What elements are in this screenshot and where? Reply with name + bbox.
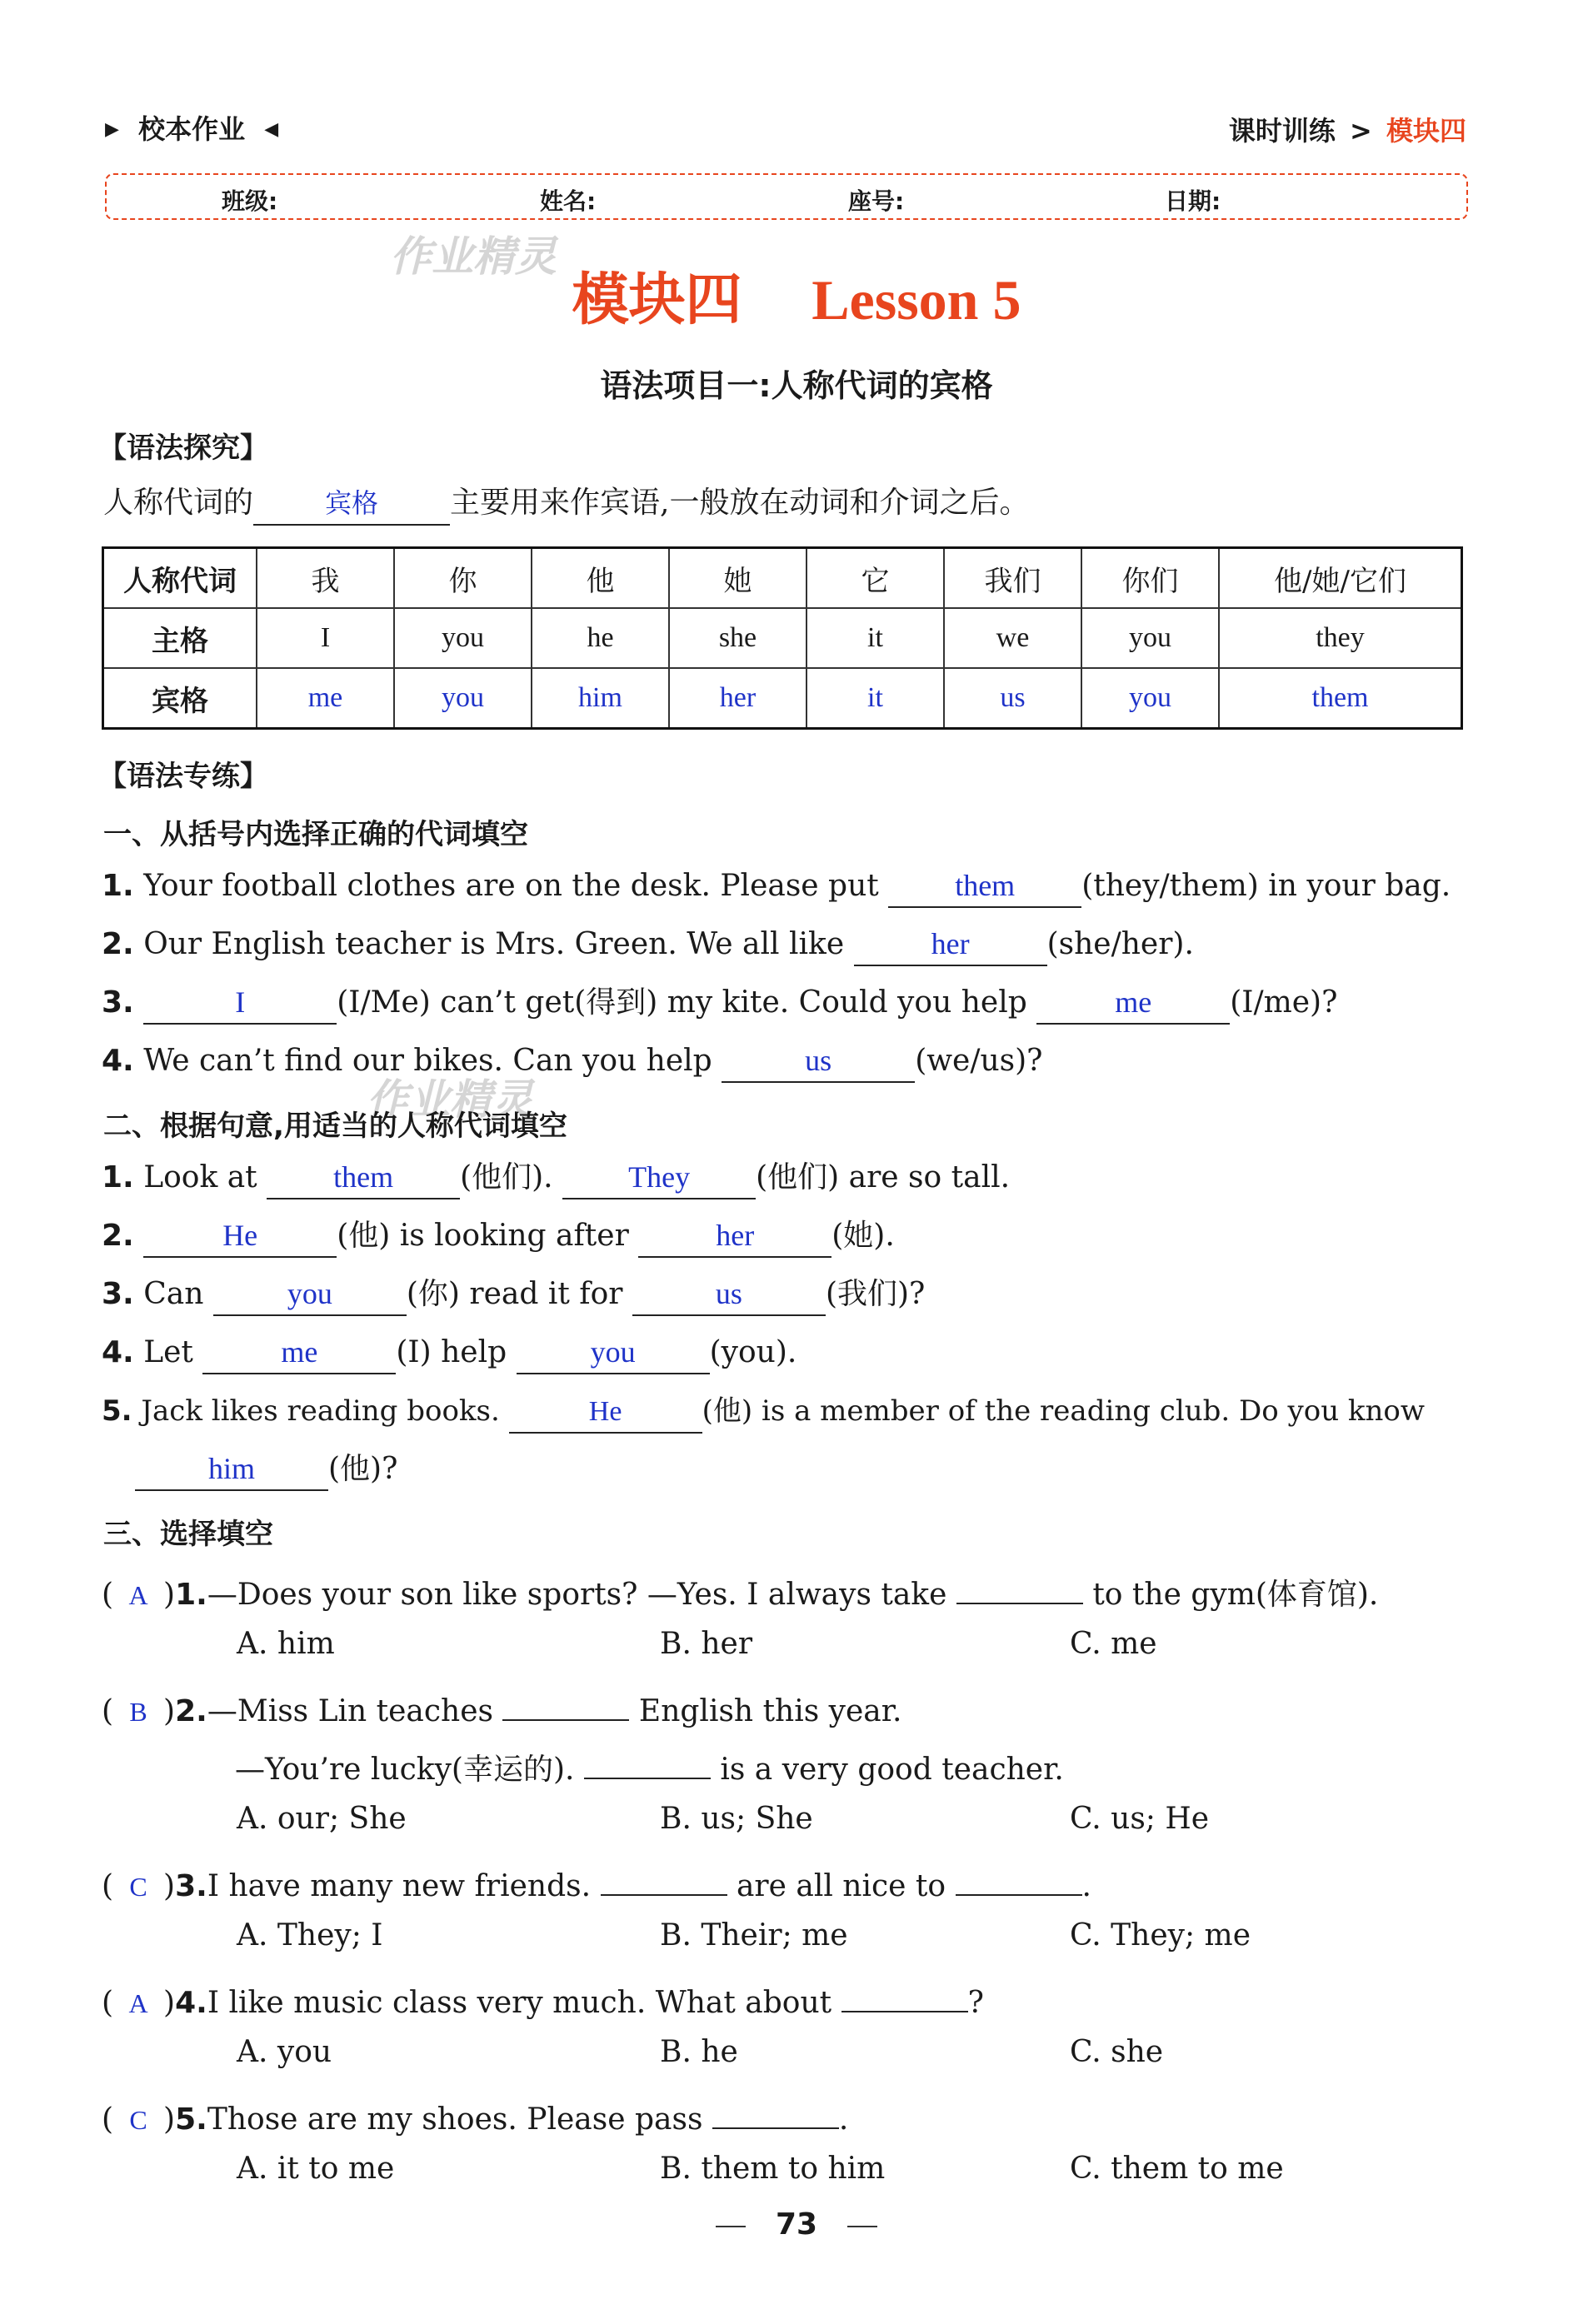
s3-q1 [102,1566,1378,1615]
table-cell: 他/她/它们 [1219,548,1462,609]
s3-q1-blank [956,1566,1083,1604]
s3-q2-post: English this year. [638,1694,902,1728]
s3-q1-pre: —Does your son like sports? —Yes. I always take [207,1578,947,1612]
s3-q2 [102,1683,901,1732]
title-module: 模块四 [572,267,742,333]
s2-q5-post: (他)? [328,1452,398,1486]
s1-q1-post: (they/them) in your bag. [1081,869,1451,903]
table-cell: me [257,668,394,729]
s3-q3-mid: are all nice to [736,1869,946,1903]
s1-q2 [102,925,1194,966]
table-cell: he [532,608,669,668]
s2-q3-num: 3. [102,1277,134,1311]
section1-title: 一、从括号内选择正确的代词填空 [103,818,528,851]
s2-q3-blank-1 [213,1278,407,1316]
s3-q1-opt-c: C. me [1070,1627,1157,1661]
s3-q5-num: 5. [175,2102,207,2137]
paren-close: ) [163,1869,176,1903]
s3-q5-opt-a: A. it to me [237,2152,395,2186]
s1-q2-post: (she/her). [1046,927,1194,961]
section3-title: 三、选择填空 [103,1518,273,1551]
s2-q2-answer-2: her [716,1219,755,1252]
s3-q1-post: to the gym(体育馆). [1092,1578,1379,1612]
header-left-label: 校本作业 [138,113,246,145]
s2-q4-post: (you). [709,1335,797,1369]
table-subject-row [103,608,1462,668]
s3-q4-num: 4. [175,1986,207,2020]
table-cell: her [669,668,806,729]
s2-q2-blank-2 [638,1219,831,1258]
seat-label: 座号: [848,187,905,215]
explore-post: 主要用来作宾语,一般放在动词和介词之后。 [450,486,1030,520]
s1-q3-mid: (I/Me) can’t get(得到) my kite. Could you help [337,985,1027,1020]
explore-answer: 宾格 [325,487,379,519]
s1-q3-blank-1 [143,986,337,1025]
table-cell: 你 [394,548,532,609]
s3-q3-answer: C [129,1872,147,1902]
s2-q4-mid: (I) help [396,1335,507,1369]
explore-heading: 【语法探究】 [98,431,268,465]
table-cell: 宾格 [103,668,257,729]
s2-q2-blank-1 [143,1219,337,1258]
table-cell: 你们 [1081,548,1219,609]
s3-q5-blank [712,2091,839,2129]
table-cell: us [944,668,1081,729]
table-cell: 它 [806,548,944,609]
s3-q3-blank-2 [956,1858,1082,1896]
page-title [0,267,1593,334]
s3-q2-opt-b: B. us; She [660,1802,813,1836]
watermark: 作业精灵 [390,232,557,281]
s2-q5-num: 5. [102,1394,132,1428]
s1-q1-num: 1. [102,869,134,903]
s3-q2-blank-1 [502,1683,629,1721]
s1-q3-answer-1: I [235,985,246,1019]
s3-q1-answer: A [128,1580,148,1610]
s1-q2-answer: her [931,927,970,960]
table-cell: it [806,668,944,729]
table-cell: we [944,608,1081,668]
s3-q5-pre: Those are my shoes. Please pass [207,2102,703,2137]
s3-q3-opt-c: C. They; me [1070,1918,1251,1952]
s2-q5-answer-1: He [588,1396,622,1427]
title-lesson: Lesson 5 [811,268,1021,332]
header-right-module: 模块四 [1386,115,1466,147]
explore-sentence [103,483,1029,526]
practice-heading: 【语法专练】 [98,760,268,793]
s2-q3-answer-1: you [287,1277,332,1310]
paren-close: ) [163,2102,176,2137]
table-cell: 我们 [944,548,1081,609]
s3-q4-post: ? [967,1986,984,2020]
table-cell: she [669,608,806,668]
table-cell: 他 [532,548,669,609]
s1-q3-answer-2: me [1115,985,1152,1019]
s3-q2-opt-a: A. our; She [237,1802,407,1836]
paren-open: ( [102,1578,114,1612]
s3-q4 [102,1974,984,2023]
s2-q1-answer-2: They [628,1160,691,1194]
s3-q3-post: . [1081,1869,1091,1903]
s2-q5-blank-1 [509,1395,702,1434]
table-cell: him [532,668,669,729]
s2-q1 [102,1158,1010,1199]
s3-q2-line2-post: is a very good teacher. [720,1753,1064,1787]
s2-q3-post: (我们)? [825,1277,926,1311]
s2-q3-answer-2: us [715,1277,742,1310]
s2-q5-blank-2 [135,1453,328,1491]
s2-q4-pre: Let [143,1335,193,1369]
s3-q2-opt-c: C. us; He [1070,1802,1210,1836]
s2-q4-num: 4. [102,1335,134,1369]
header-left [105,108,278,147]
table-cell: 人称代词 [103,548,257,609]
s2-q5-pre: Jack likes reading books. [141,1394,500,1428]
s3-q2-num: 2. [175,1694,207,1728]
s3-q2-pre: —Miss Lin teaches [207,1694,494,1728]
s2-q2-answer-1: He [222,1219,258,1252]
s2-q4-blank-2 [517,1336,710,1374]
s3-q3-opt-a: A. They; I [237,1918,383,1952]
table-cell: 我 [257,548,394,609]
s2-q1-post: (他们) are so tall. [756,1160,1011,1194]
s3-q3-pre: I have many new friends. [207,1869,592,1903]
s2-q3-mid: (你) read it for [406,1277,623,1311]
header-right-sep: > [1350,115,1372,147]
s2-q1-blank-2 [562,1161,756,1199]
paren-open: ( [102,1869,114,1903]
s1-q3-blank-2 [1036,986,1230,1025]
s3-q3-blank-1 [601,1858,727,1896]
paren-close: ) [163,1694,176,1728]
s3-q2-blank-2 [584,1741,711,1779]
s3-q4-opt-a: A. you [237,2035,332,2069]
table-cell: them [1219,668,1462,729]
paren-open: ( [102,1694,114,1728]
s2-q2-num: 2. [102,1219,134,1253]
s2-q2 [102,1216,895,1258]
header-right-label: 课时训练 [1228,115,1336,147]
right-triangle-icon: ▶ [105,119,119,140]
section2-title: 二、根据句意,用适当的人称代词填空 [103,1110,567,1143]
page-footer [0,2207,1593,2242]
s1-q4-blank [722,1045,915,1083]
s2-q1-num: 1. [102,1160,134,1194]
s2-q4 [102,1333,796,1374]
s1-q3-post: (I/me)? [1230,985,1338,1020]
table-cell: 她 [669,548,806,609]
s2-q4-answer-2: you [590,1335,636,1369]
s1-q1-pre: Your football clothes are on the desk. Please put [143,869,879,903]
s1-q3 [102,983,1337,1025]
s2-q1-answer-1: them [333,1160,394,1194]
s3-q4-opt-b: B. he [660,2035,738,2069]
s3-q5-opt-b: B. them to him [660,2152,886,2186]
s2-q2-post: (她). [831,1219,895,1253]
s3-q1-num: 1. [175,1578,207,1612]
s2-q1-blank-1 [267,1161,460,1199]
s3-q5 [102,2091,848,2140]
explore-pre: 人称代词的 [103,486,254,520]
explore-blank [253,487,450,526]
pronoun-table [102,546,1463,730]
s3-q4-answer: A [128,1988,148,2018]
s2-q3 [102,1274,925,1316]
s2-q4-answer-1: me [281,1335,318,1369]
s2-q2-mid: (他) is looking after [337,1219,629,1253]
watermark-2: 作业精灵 [367,1075,533,1124]
s2-q3-blank-2 [632,1278,826,1316]
s2-q3-pre: Can [143,1277,204,1311]
s2-q5-answer-2: him [207,1452,255,1485]
name-label: 姓名: [540,187,597,215]
paren-close: ) [163,1578,176,1612]
table-cell: you [394,668,532,729]
table-cell: you [1081,608,1219,668]
table-cell: you [394,608,532,668]
s3-q3 [102,1858,1091,1907]
table-cell: they [1219,608,1462,668]
s1-q1-answer: them [955,869,1016,902]
s1-q4-num: 4. [102,1044,134,1078]
s3-q2-answer: B [129,1697,147,1727]
s3-q1-opt-a: A. him [237,1627,335,1661]
s3-q5-answer: C [129,2105,147,2135]
paren-open: ( [102,1986,114,2020]
s1-q1-blank [888,870,1081,908]
page-number: 73 [775,2207,818,2242]
s3-q2-line2-pre: —You’re lucky(幸运的). [235,1753,575,1787]
s1-q4-post: (we/us)? [915,1044,1043,1078]
s1-q3-num: 3. [102,985,134,1020]
table-object-row [103,668,1462,729]
s3-q5-opt-c: C. them to me [1070,2152,1284,2186]
dash-right [847,2226,877,2227]
s1-q2-num: 2. [102,927,134,961]
info-bar [105,173,1468,220]
paren-close: ) [163,1986,176,2020]
s2-q4-blank-1 [202,1336,396,1374]
s3-q5-post: . [838,2102,849,2137]
s3-q4-pre: I like music class very much. What about [207,1986,832,2020]
s2-q5-line2 [135,1449,397,1491]
dash-left [716,2226,746,2227]
s3-q3-opt-b: B. Their; me [660,1918,848,1952]
s1-q2-blank [854,928,1047,966]
s2-q5-mid: (他) is a member of the reading club. Do you know [702,1394,1425,1428]
s1-q4-pre: We can’t find our bikes. Can you help [143,1044,712,1078]
table-cell: 主格 [103,608,257,668]
subtitle: 语法项目一:人称代词的宾格 [600,367,993,404]
s1-q2-pre: Our English teacher is Mrs. Green. We all like [143,927,845,961]
s2-q1-pre: Look at [143,1160,257,1194]
s1-q4 [102,1041,1043,1083]
s3-q3-num: 3. [175,1869,207,1903]
s3-q4-blank [841,1974,968,2012]
header-right [1229,110,1466,148]
paren-open: ( [102,2102,114,2137]
table-cell: I [257,608,394,668]
table-header-row [103,548,1462,609]
s1-q1 [102,866,1451,908]
class-label: 班级: [222,187,278,215]
left-triangle-icon: ◀ [264,119,279,140]
s2-q5 [102,1391,1425,1434]
s3-q4-opt-c: C. she [1070,2035,1164,2069]
date-label: 日期: [1165,187,1221,215]
table-cell: you [1081,668,1219,729]
s3-q2-line2 [235,1741,1064,1790]
table-cell: it [806,608,944,668]
s1-q4-answer: us [805,1044,832,1077]
s3-q1-opt-b: B. her [660,1627,753,1661]
s2-q1-mid: (他们). [460,1160,553,1194]
